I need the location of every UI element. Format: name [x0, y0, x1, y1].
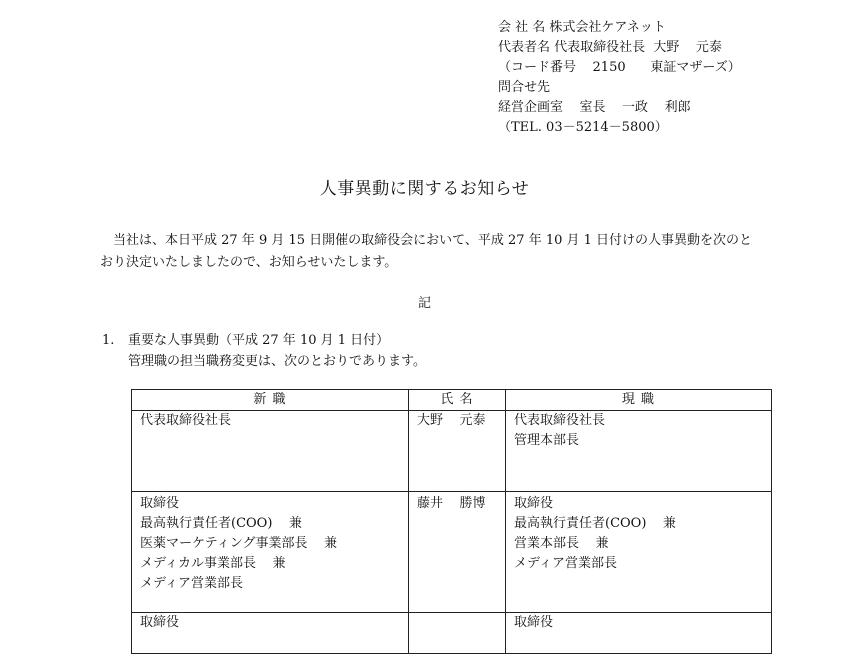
new-position-line: メディア営業部長: [140, 576, 243, 591]
section-number: 1.: [102, 333, 115, 348]
contact-person: 経営企画室 室長 一政 利郎: [498, 100, 691, 115]
representative: 代表者名 代表取締役社長 大野 元泰: [498, 40, 722, 55]
table-row: [132, 613, 772, 654]
new-position-cell: [132, 411, 409, 492]
new-position-cell: [132, 492, 409, 613]
current-position-line: 最高執行責任者(COO) 兼: [514, 516, 676, 531]
header-current-position: 現 職: [506, 390, 772, 411]
ki-marker: 記: [417, 296, 431, 311]
contact-label: 問合せ先: [498, 80, 551, 95]
current-position-line: 管理本部長: [514, 433, 580, 448]
new-position-line: 取締役: [140, 496, 180, 511]
table-header-row: [132, 390, 772, 411]
new-position-line: メディカル事業部長 兼: [140, 556, 286, 571]
current-position-line: 取締役: [514, 496, 554, 511]
name-cell: [409, 613, 506, 654]
current-position-line: 取締役: [514, 615, 554, 630]
current-position-line: メディア営業部長: [514, 556, 617, 571]
section-heading: 重要な人事異動（平成 27 年 10 月 1 日付）: [128, 333, 390, 348]
table-row: [132, 492, 772, 613]
person-name: 藤井 勝博: [417, 496, 486, 511]
section-1: [102, 330, 426, 372]
company-name: 会 社 名 株式会社ケアネット: [498, 20, 666, 35]
current-position-cell: [506, 492, 772, 613]
name-cell: [409, 411, 506, 492]
person-name: 大野 元泰: [417, 413, 486, 428]
document-title: 人事異動に関するお知らせ: [319, 179, 530, 199]
table-row: [132, 411, 772, 492]
new-position-line: 取締役: [140, 615, 180, 630]
current-position-cell: [506, 613, 772, 654]
current-position-line: 代表取締役社長: [514, 413, 606, 428]
header-name: 氏 名: [409, 390, 506, 411]
intro-paragraph: 当社は、本日平成 27 年 9 月 15 日開催の取締役会において、平成 27 年 10 月 1 日付けの人事異動を次のとおり決定いたしましたので、お知らせいたします。: [100, 233, 753, 270]
section-subtext: 管理職の担当職務変更は、次のとおりであります。: [128, 354, 426, 369]
company-info-block: [498, 18, 741, 138]
stock-code: （コード番号 2150 東証マザーズ）: [498, 60, 741, 75]
header-new-position: 新 職: [132, 390, 409, 411]
current-position-line: 営業本部長 兼: [514, 536, 609, 551]
current-position-cell: [506, 411, 772, 492]
personnel-table: [131, 389, 772, 654]
new-position-line: 代表取締役社長: [140, 413, 232, 428]
new-position-line: 医薬マーケティング事業部長 兼: [140, 536, 337, 551]
contact-tel: （TEL. 03－5214－5800）: [498, 120, 668, 135]
new-position-line: 最高執行責任者(COO) 兼: [140, 516, 302, 531]
name-cell: [409, 492, 506, 613]
new-position-cell: [132, 613, 409, 654]
